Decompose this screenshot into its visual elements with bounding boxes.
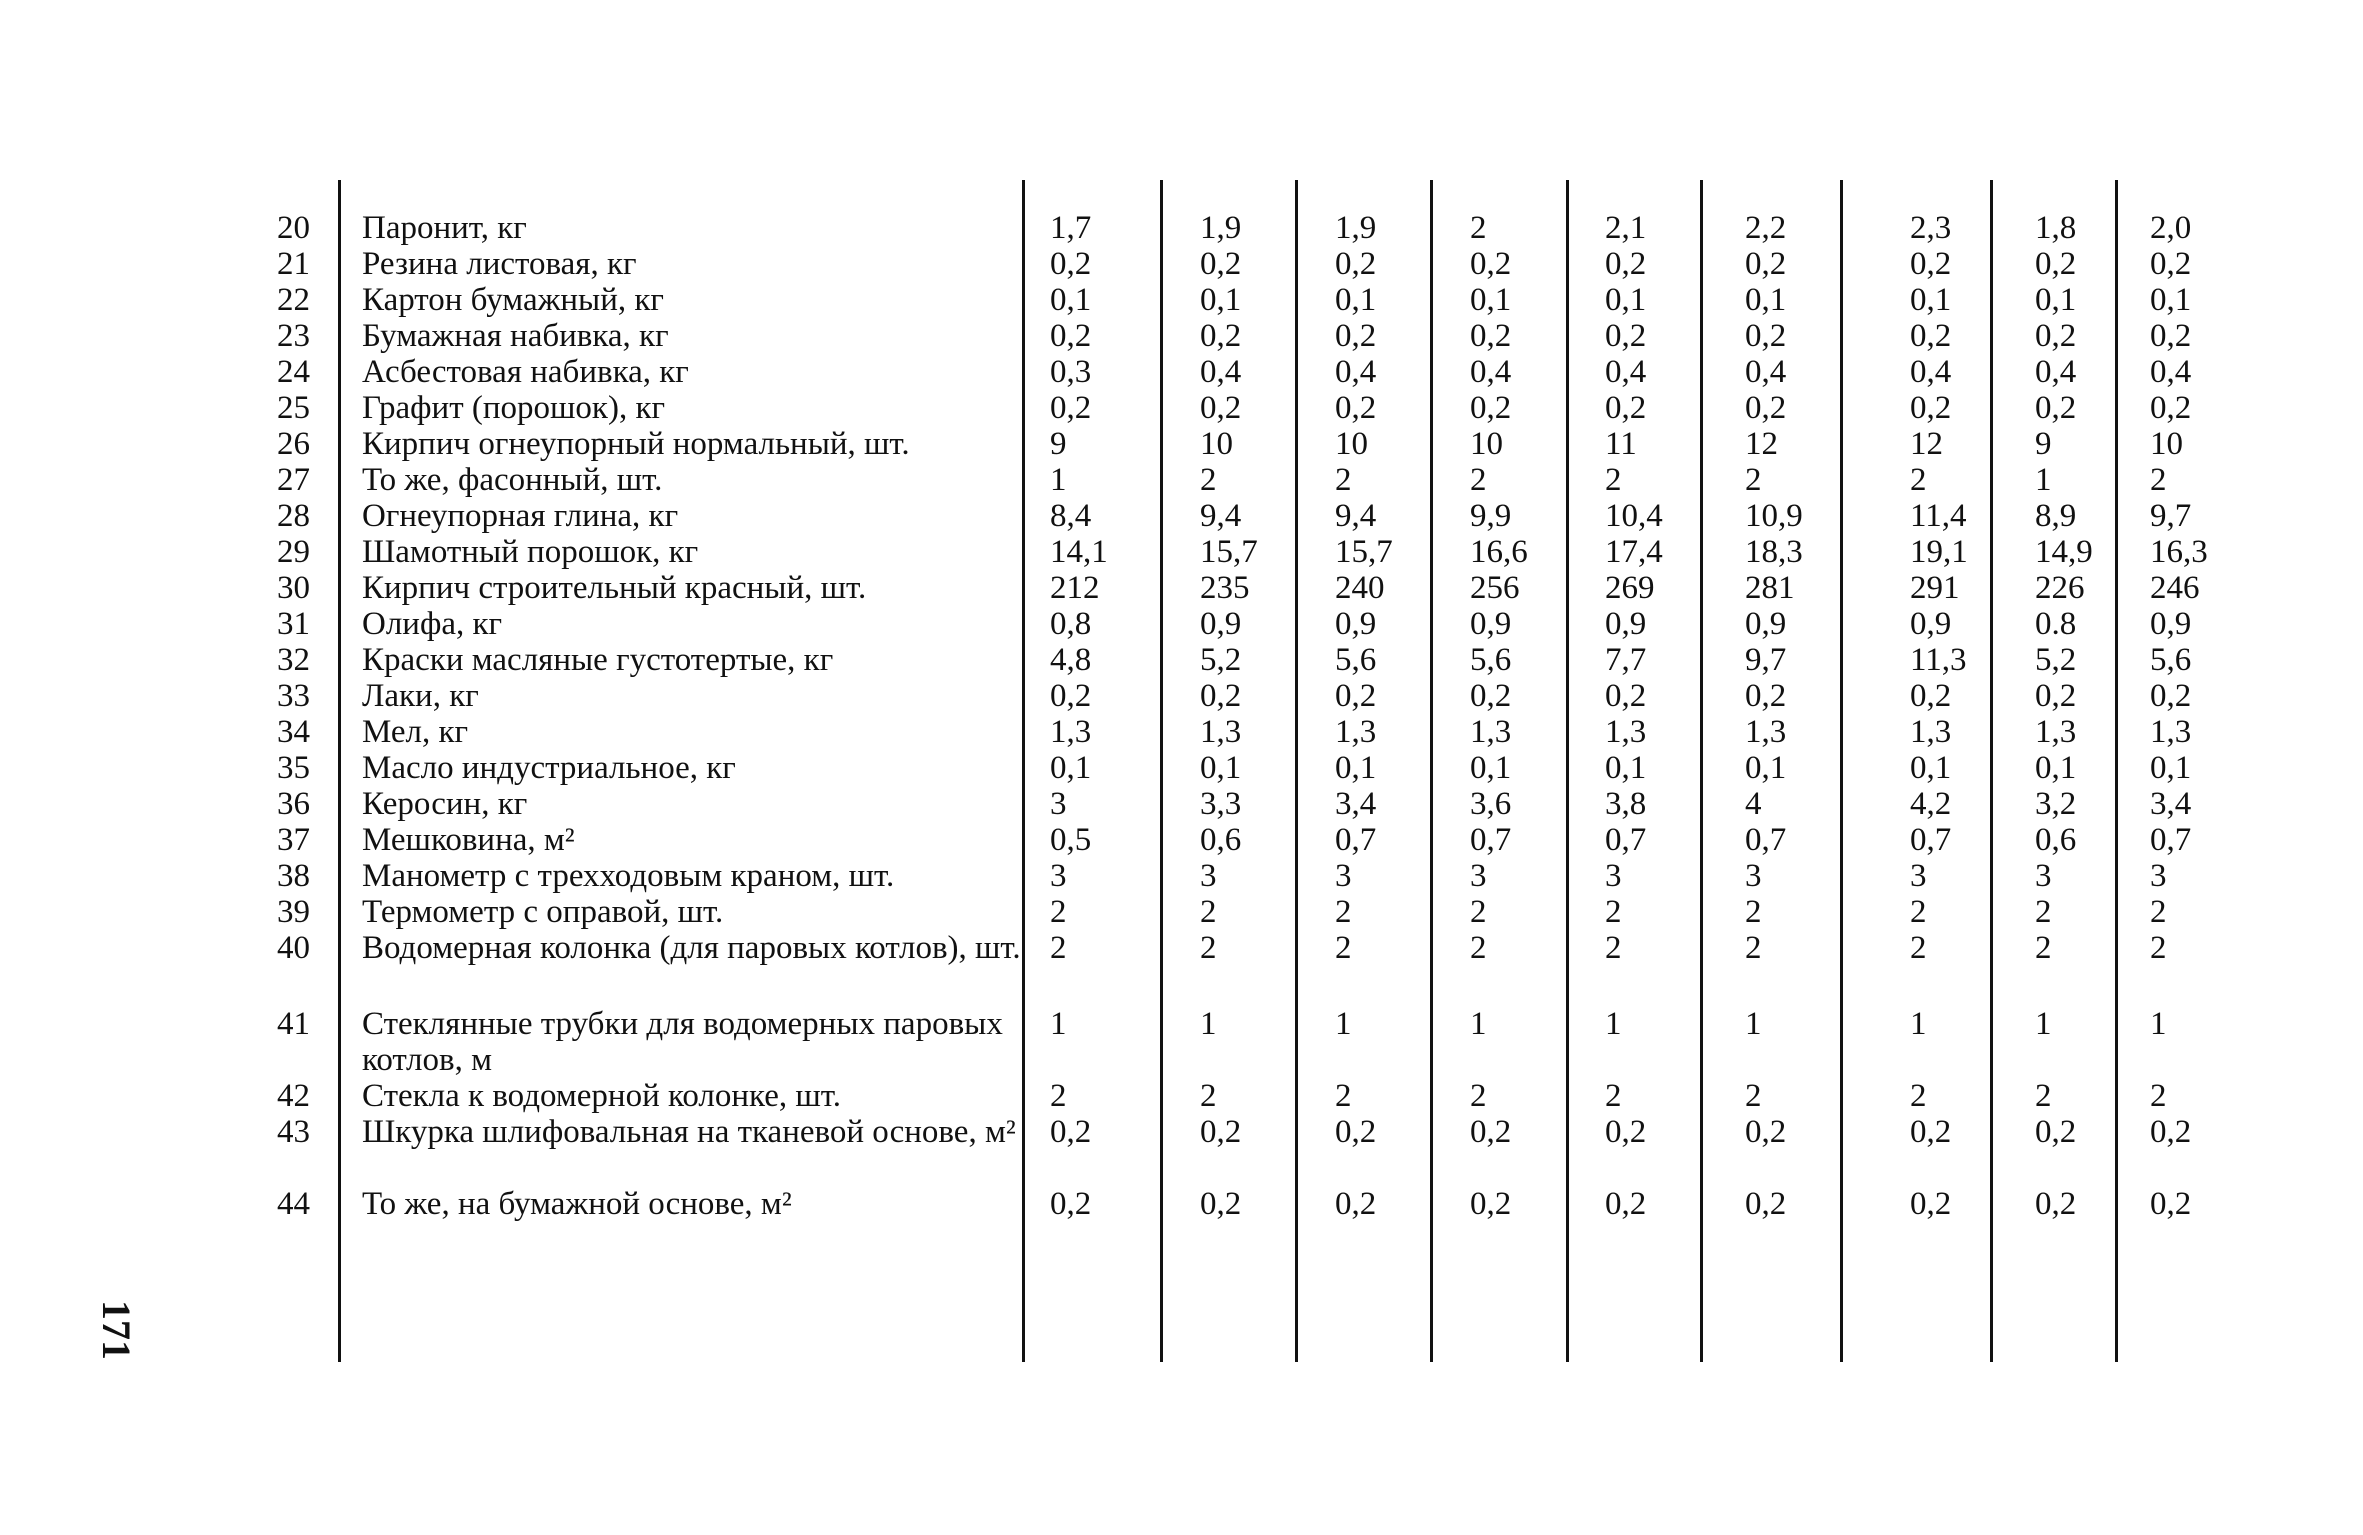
value-cell: 2 [1200,1078,1217,1114]
value-cell: 0,9 [1605,606,1647,642]
value-cell: 0.8 [2035,606,2077,642]
row-number: 41 [277,1006,310,1042]
value-cell: 0,2 [1335,390,1377,426]
value-cell: 1 [2035,1006,2052,1042]
value-cell: 0,9 [1745,606,1787,642]
value-cell: 2 [2035,1078,2052,1114]
value-cell: 0,1 [1470,282,1512,318]
column-divider [1430,180,1433,1362]
value-cell: 0,1 [2150,750,2192,786]
value-cell: 2 [2150,894,2167,930]
value-cell: 0,2 [1335,1186,1377,1222]
value-cell: 0,2 [1200,1186,1242,1222]
value-cell: 269 [1605,570,1655,606]
value-cell: 15,7 [1335,534,1393,570]
value-cell: 1,7 [1050,210,1092,246]
value-cell: 0,2 [1910,678,1952,714]
value-cell: 12 [1745,426,1778,462]
value-cell: 3,6 [1470,786,1512,822]
value-cell: 3 [1050,858,1067,894]
value-cell: 0,2 [1050,318,1092,354]
value-cell: 0,2 [2150,318,2192,354]
value-cell: 2 [2150,930,2167,966]
value-cell: 1 [2150,1006,2167,1042]
column-divider [1700,180,1703,1362]
value-cell: 0,2 [1200,246,1242,282]
value-cell: 2 [1605,1078,1622,1114]
value-cell: 2 [2035,894,2052,930]
value-cell: 0,2 [2150,1114,2192,1150]
material-name: Шамотный порошок, кг [362,534,699,570]
value-cell: 2 [2150,1078,2167,1114]
value-cell: 2 [1745,1078,1762,1114]
value-cell: 9,4 [1200,498,1242,534]
value-cell: 16,6 [1470,534,1528,570]
value-cell: 2 [1910,1078,1927,1114]
value-cell: 5,2 [1200,642,1242,678]
value-cell: 5,6 [1335,642,1377,678]
value-cell: 0,4 [1745,354,1787,390]
value-cell: 0,9 [2150,606,2192,642]
row-number: 27 [277,462,310,498]
column-divider [1990,180,1993,1362]
row-number: 21 [277,246,310,282]
value-cell: 0,1 [1745,750,1787,786]
value-cell: 0,2 [2035,318,2077,354]
value-cell: 0,1 [1335,750,1377,786]
value-cell: 235 [1200,570,1250,606]
value-cell: 1,9 [1335,210,1377,246]
value-cell: 4 [1745,786,1762,822]
value-cell: 0,1 [1200,282,1242,318]
value-cell: 0,2 [1050,678,1092,714]
value-cell: 0,7 [1605,822,1647,858]
value-cell: 0,6 [2035,822,2077,858]
row-number: 43 [277,1114,310,1150]
value-cell: 2 [1335,930,1352,966]
value-cell: 0,2 [1910,246,1952,282]
value-cell: 3,4 [1335,786,1377,822]
material-name: Шкурка шлифовальная на тканевой основе, м² [362,1114,1016,1150]
material-name: Стекла к водомерной колонке, шт. [362,1078,841,1114]
value-cell: 0,7 [1335,822,1377,858]
value-cell: 2 [1745,894,1762,930]
value-cell: 226 [2035,570,2085,606]
value-cell: 2 [1605,462,1622,498]
value-cell: 1 [1910,1006,1927,1042]
row-number: 39 [277,894,310,930]
value-cell: 10,4 [1605,498,1663,534]
value-cell: 5,6 [1470,642,1512,678]
value-cell: 2 [1470,894,1487,930]
value-cell: 291 [1910,570,1960,606]
value-cell: 0,1 [1605,282,1647,318]
value-cell: 0,2 [2150,390,2192,426]
value-cell: 4,8 [1050,642,1092,678]
value-cell: 0,2 [1745,390,1787,426]
value-cell: 10,9 [1745,498,1803,534]
value-cell: 0,2 [1050,1114,1092,1150]
row-number: 33 [277,678,310,714]
value-cell: 0,1 [1470,750,1512,786]
value-cell: 3 [1470,858,1487,894]
value-cell: 256 [1470,570,1520,606]
value-cell: 8,9 [2035,498,2077,534]
value-cell: 3,3 [1200,786,1242,822]
value-cell: 14,9 [2035,534,2093,570]
value-cell: 0,2 [1745,1186,1787,1222]
value-cell: 0,2 [1200,318,1242,354]
value-cell: 0,1 [1200,750,1242,786]
value-cell: 1,3 [1200,714,1242,750]
value-cell: 0,7 [1745,822,1787,858]
value-cell: 5,2 [2035,642,2077,678]
value-cell: 0,2 [1910,318,1952,354]
value-cell: 0,2 [1470,1114,1512,1150]
value-cell: 0,4 [1910,354,1952,390]
value-cell: 1,3 [1605,714,1647,750]
value-cell: 4,2 [1910,786,1952,822]
value-cell: 2 [1470,930,1487,966]
value-cell: 1,3 [1470,714,1512,750]
value-cell: 5,6 [2150,642,2192,678]
value-cell: 2 [1335,462,1352,498]
material-name: То же, фасонный, шт. [362,462,663,498]
value-cell: 9,9 [1470,498,1512,534]
row-number: 37 [277,822,310,858]
row-number: 42 [277,1078,310,1114]
value-cell: 0,2 [1605,1186,1647,1222]
value-cell: 3,2 [2035,786,2077,822]
value-cell: 281 [1745,570,1795,606]
value-cell: 15,7 [1200,534,1258,570]
column-divider [1566,180,1569,1362]
value-cell: 2 [1910,894,1927,930]
row-number: 31 [277,606,310,642]
value-cell: 1,9 [1200,210,1242,246]
material-name: Масло индустриальное, кг [362,750,736,786]
value-cell: 0,2 [2150,678,2192,714]
value-cell: 0,4 [1470,354,1512,390]
value-cell: 0,2 [1200,390,1242,426]
material-name: То же, на бумажной основе, м² [362,1186,792,1222]
value-cell: 0,2 [1745,1114,1787,1150]
value-cell: 0,6 [1200,822,1242,858]
value-cell: 10 [1200,426,1233,462]
value-cell: 3 [1200,858,1217,894]
value-cell: 1,3 [1335,714,1377,750]
value-cell: 1 [1470,1006,1487,1042]
row-number: 29 [277,534,310,570]
value-cell: 9,4 [1335,498,1377,534]
value-cell: 0,1 [1050,750,1092,786]
value-cell: 240 [1335,570,1385,606]
value-cell: 0,1 [2150,282,2192,318]
material-name: Асбестовая набивка, кг [362,354,689,390]
value-cell: 0,1 [2035,282,2077,318]
value-cell: 2 [1745,462,1762,498]
value-cell: 3 [2150,858,2167,894]
value-cell: 0,2 [2035,1186,2077,1222]
value-cell: 0,2 [1470,678,1512,714]
row-number: 24 [277,354,310,390]
row-number: 28 [277,498,310,534]
value-cell: 1 [1050,462,1067,498]
value-cell: 0,2 [1605,246,1647,282]
value-cell: 0,2 [1605,678,1647,714]
value-cell: 2 [1910,930,1927,966]
value-cell: 3 [1910,858,1927,894]
value-cell: 0,7 [1910,822,1952,858]
value-cell: 1,3 [2035,714,2077,750]
material-name: Паронит, кг [362,210,527,246]
material-name: Кирпич огнеупорный нормальный, шт. [362,426,910,462]
value-cell: 0,2 [1605,1114,1647,1150]
material-name: Картон бумажный, кг [362,282,664,318]
value-cell: 17,4 [1605,534,1663,570]
row-number: 44 [277,1186,310,1222]
value-cell: 0,2 [1050,246,1092,282]
row-number: 30 [277,570,310,606]
value-cell: 8,4 [1050,498,1092,534]
value-cell: 2 [1470,210,1487,246]
value-cell: 3,4 [2150,786,2192,822]
value-cell: 0,2 [2035,678,2077,714]
value-cell: 0,2 [1200,678,1242,714]
value-cell: 0,8 [1050,606,1092,642]
value-cell: 1 [1605,1006,1622,1042]
value-cell: 18,3 [1745,534,1803,570]
value-cell: 0,2 [2150,246,2192,282]
value-cell: 12 [1910,426,1943,462]
value-cell: 1 [1050,1006,1067,1042]
row-number: 26 [277,426,310,462]
value-cell: 3 [1335,858,1352,894]
value-cell: 0,2 [1335,246,1377,282]
value-cell: 1,3 [1745,714,1787,750]
row-number: 32 [277,642,310,678]
value-cell: 9,7 [1745,642,1787,678]
column-divider [1840,180,1843,1362]
material-name: Кирпич строительный красный, шт. [362,570,867,606]
value-cell: 2 [1605,930,1622,966]
value-cell: 3 [2035,858,2052,894]
value-cell: 1,3 [2150,714,2192,750]
material-name: Мел, кг [362,714,469,750]
value-cell: 2 [2150,462,2167,498]
value-cell: 9 [2035,426,2052,462]
value-cell: 14,1 [1050,534,1108,570]
value-cell: 0,2 [2035,1114,2077,1150]
value-cell: 0,2 [1470,318,1512,354]
material-name: Мешковина, м² [362,822,575,858]
value-cell: 2 [1200,462,1217,498]
material-name: Водомерная колонка (для паровых котлов), шт. [362,930,1021,966]
value-cell: 212 [1050,570,1100,606]
value-cell: 0,9 [1910,606,1952,642]
value-cell: 0,1 [1910,750,1952,786]
material-name: Графит (порошок), кг [362,390,666,426]
value-cell: 0,1 [1745,282,1787,318]
value-cell: 0,1 [1910,282,1952,318]
value-cell: 0,1 [1335,282,1377,318]
value-cell: 3,8 [1605,786,1647,822]
value-cell: 0,2 [1605,318,1647,354]
value-cell: 2 [1745,930,1762,966]
material-name: Краски масляные густотертые, кг [362,642,834,678]
value-cell: 0,2 [2035,390,2077,426]
material-name: Огнеупорная глина, кг [362,498,679,534]
value-cell: 7,7 [1605,642,1647,678]
value-cell: 0,4 [1335,354,1377,390]
value-cell: 0,9 [1200,606,1242,642]
value-cell: 1 [1200,1006,1217,1042]
row-number: 20 [277,210,310,246]
value-cell: 0,1 [1605,750,1647,786]
value-cell: 2 [1335,1078,1352,1114]
value-cell: 2 [1605,894,1622,930]
value-cell: 0,2 [1200,1114,1242,1150]
value-cell: 0,2 [1745,318,1787,354]
value-cell: 0,4 [2035,354,2077,390]
row-number: 25 [277,390,310,426]
value-cell: 0,4 [1200,354,1242,390]
value-cell: 1,3 [1910,714,1952,750]
value-cell: 10 [2150,426,2183,462]
value-cell: 0,1 [1050,282,1092,318]
value-cell: 10 [1470,426,1503,462]
row-number: 35 [277,750,310,786]
value-cell: 2 [1470,1078,1487,1114]
material-name: Бумажная набивка, кг [362,318,669,354]
column-divider [2115,180,2118,1362]
value-cell: 2 [2035,930,2052,966]
material-name: Резина листовая, кг [362,246,637,282]
value-cell: 0,2 [1745,678,1787,714]
value-cell: 0,2 [2150,1186,2192,1222]
value-cell: 1,8 [2035,210,2077,246]
material-name: Олифа, кг [362,606,503,642]
column-divider [1160,180,1163,1362]
value-cell: 3 [1050,786,1067,822]
value-cell: 16,3 [2150,534,2208,570]
value-cell: 2 [1910,462,1927,498]
column-divider [338,180,341,1362]
material-name: Керосин, кг [362,786,528,822]
value-cell: 3 [1605,858,1622,894]
value-cell: 0,7 [1470,822,1512,858]
material-name: Термометр с оправой, шт. [362,894,724,930]
row-number: 34 [277,714,310,750]
value-cell: 2,2 [1745,210,1787,246]
row-number: 40 [277,930,310,966]
value-cell: 2 [1050,894,1067,930]
page-number: 171 [94,1300,139,1360]
value-cell: 0,2 [1910,1186,1952,1222]
value-cell: 19,1 [1910,534,1968,570]
value-cell: 2 [1050,1078,1067,1114]
value-cell: 0,3 [1050,354,1092,390]
value-cell: 1 [2035,462,2052,498]
value-cell: 0,2 [1335,318,1377,354]
value-cell: 0,4 [2150,354,2192,390]
value-cell: 0,2 [1470,390,1512,426]
row-number: 36 [277,786,310,822]
value-cell: 0,2 [1910,1114,1952,1150]
value-cell: 11,4 [1910,498,1967,534]
value-cell: 0,2 [1910,390,1952,426]
value-cell: 2 [1200,894,1217,930]
value-cell: 1 [1745,1006,1762,1042]
value-cell: 11 [1605,426,1637,462]
value-cell: 0,2 [2035,246,2077,282]
value-cell: 0,4 [1605,354,1647,390]
value-cell: 0,5 [1050,822,1092,858]
material-name: Манометр с трехходовым краном, шт. [362,858,895,894]
value-cell: 2,3 [1910,210,1952,246]
column-divider [1295,180,1298,1362]
value-cell: 0,2 [1335,1114,1377,1150]
material-name: Лаки, кг [362,678,479,714]
value-cell: 0,2 [1605,390,1647,426]
value-cell: 2 [1050,930,1067,966]
value-cell: 10 [1335,426,1368,462]
value-cell: 0,2 [1050,1186,1092,1222]
value-cell: 0,2 [1050,390,1092,426]
row-number: 22 [277,282,310,318]
value-cell: 2 [1335,894,1352,930]
value-cell: 246 [2150,570,2200,606]
value-cell: 0,2 [1470,246,1512,282]
value-cell: 0,2 [1470,1186,1512,1222]
value-cell: 0,2 [1335,678,1377,714]
value-cell: 0,2 [1745,246,1787,282]
value-cell: 9 [1050,426,1067,462]
value-cell: 3 [1745,858,1762,894]
value-cell: 9,7 [2150,498,2192,534]
value-cell: 2,0 [2150,210,2192,246]
value-cell: 0,7 [2150,822,2192,858]
value-cell: 2 [1470,462,1487,498]
value-cell: 0,1 [2035,750,2077,786]
row-number: 23 [277,318,310,354]
value-cell: 1,3 [1050,714,1092,750]
value-cell: 1 [1335,1006,1352,1042]
value-cell: 0,9 [1335,606,1377,642]
value-cell: 11,3 [1910,642,1967,678]
value-cell: 0,9 [1470,606,1512,642]
row-number: 38 [277,858,310,894]
material-name: Стеклянные трубки для водомерных паровых котлов, м [362,1006,1003,1078]
value-cell: 2 [1200,930,1217,966]
value-cell: 2,1 [1605,210,1647,246]
